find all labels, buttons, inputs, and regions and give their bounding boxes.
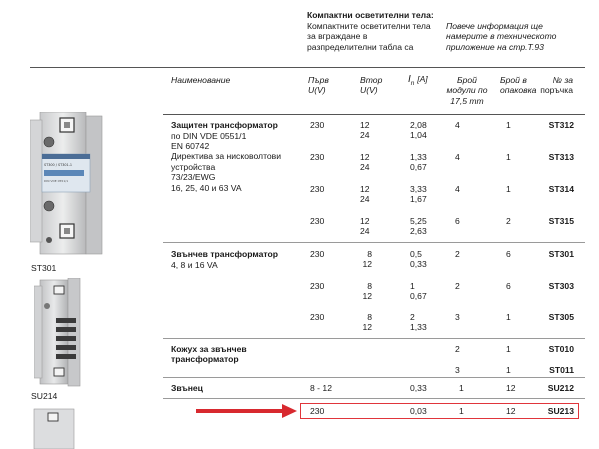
col-primary-header: Първ U(V)	[308, 75, 329, 96]
info-note: Повече информация ще намерите в техническото приложение на стр.T.93	[446, 21, 557, 52]
order-code: ST303	[548, 281, 574, 291]
section-subtitle: Компактните осветителни тела за вграждане в разпределителни табла са	[307, 21, 431, 52]
group-description: по DIN VDE 0551/1 EN 60742 Директива за нисковолтови устройства 73/23/EWG 16, 25, 40 и 63 VA	[171, 130, 282, 193]
group-divider	[163, 338, 585, 339]
order-code: ST312	[548, 120, 574, 130]
order-code: ST011	[549, 365, 574, 375]
group-title: Кожух за звънчев трансформатор	[171, 344, 247, 365]
group-title: Звънец	[171, 383, 203, 393]
device-standard-label: DIN VDE 0551/1	[44, 179, 69, 183]
device-model-label: ST300 / ST301-1	[44, 163, 73, 167]
group-title: Звънчев трансформатор	[171, 249, 278, 259]
st301-device-image	[30, 112, 104, 258]
group-divider	[163, 377, 585, 378]
col-name-header: Наименование	[171, 75, 231, 85]
order-code: ST313	[548, 152, 574, 162]
order-code: SU213	[547, 406, 574, 416]
col-modules-header: Брой модули по 17,5 mm	[446, 75, 488, 106]
product-label-st301: ST301	[31, 263, 57, 273]
order-code: ST315	[548, 216, 574, 226]
order-code: ST305	[548, 312, 574, 322]
group-description: 4, 8 и 16 VA	[171, 259, 218, 270]
order-code: ST301	[548, 249, 574, 259]
header-bottom-rule	[163, 114, 585, 115]
order-code: ST010	[548, 344, 574, 354]
col-secondary-header: Втор U(V)	[360, 75, 383, 96]
red-arrow-icon	[196, 404, 298, 418]
col-order-header: № за поръчка	[540, 75, 573, 96]
col-pack-header: Брой в опаковка	[500, 75, 537, 96]
su214-device-image	[34, 278, 82, 388]
order-code: SU212	[547, 383, 574, 393]
group-title: Защитен трансформатор	[171, 120, 278, 130]
header-top-rule	[30, 67, 585, 68]
section-title: Компактни осветителни тела:	[307, 10, 434, 20]
group-divider	[163, 242, 585, 243]
col-current-header: $I_n$ [A]	[408, 74, 428, 87]
bell-device-image	[30, 405, 80, 449]
product-label-su214: SU214	[31, 391, 58, 401]
order-code: ST314	[548, 184, 574, 194]
group-divider	[163, 398, 585, 399]
